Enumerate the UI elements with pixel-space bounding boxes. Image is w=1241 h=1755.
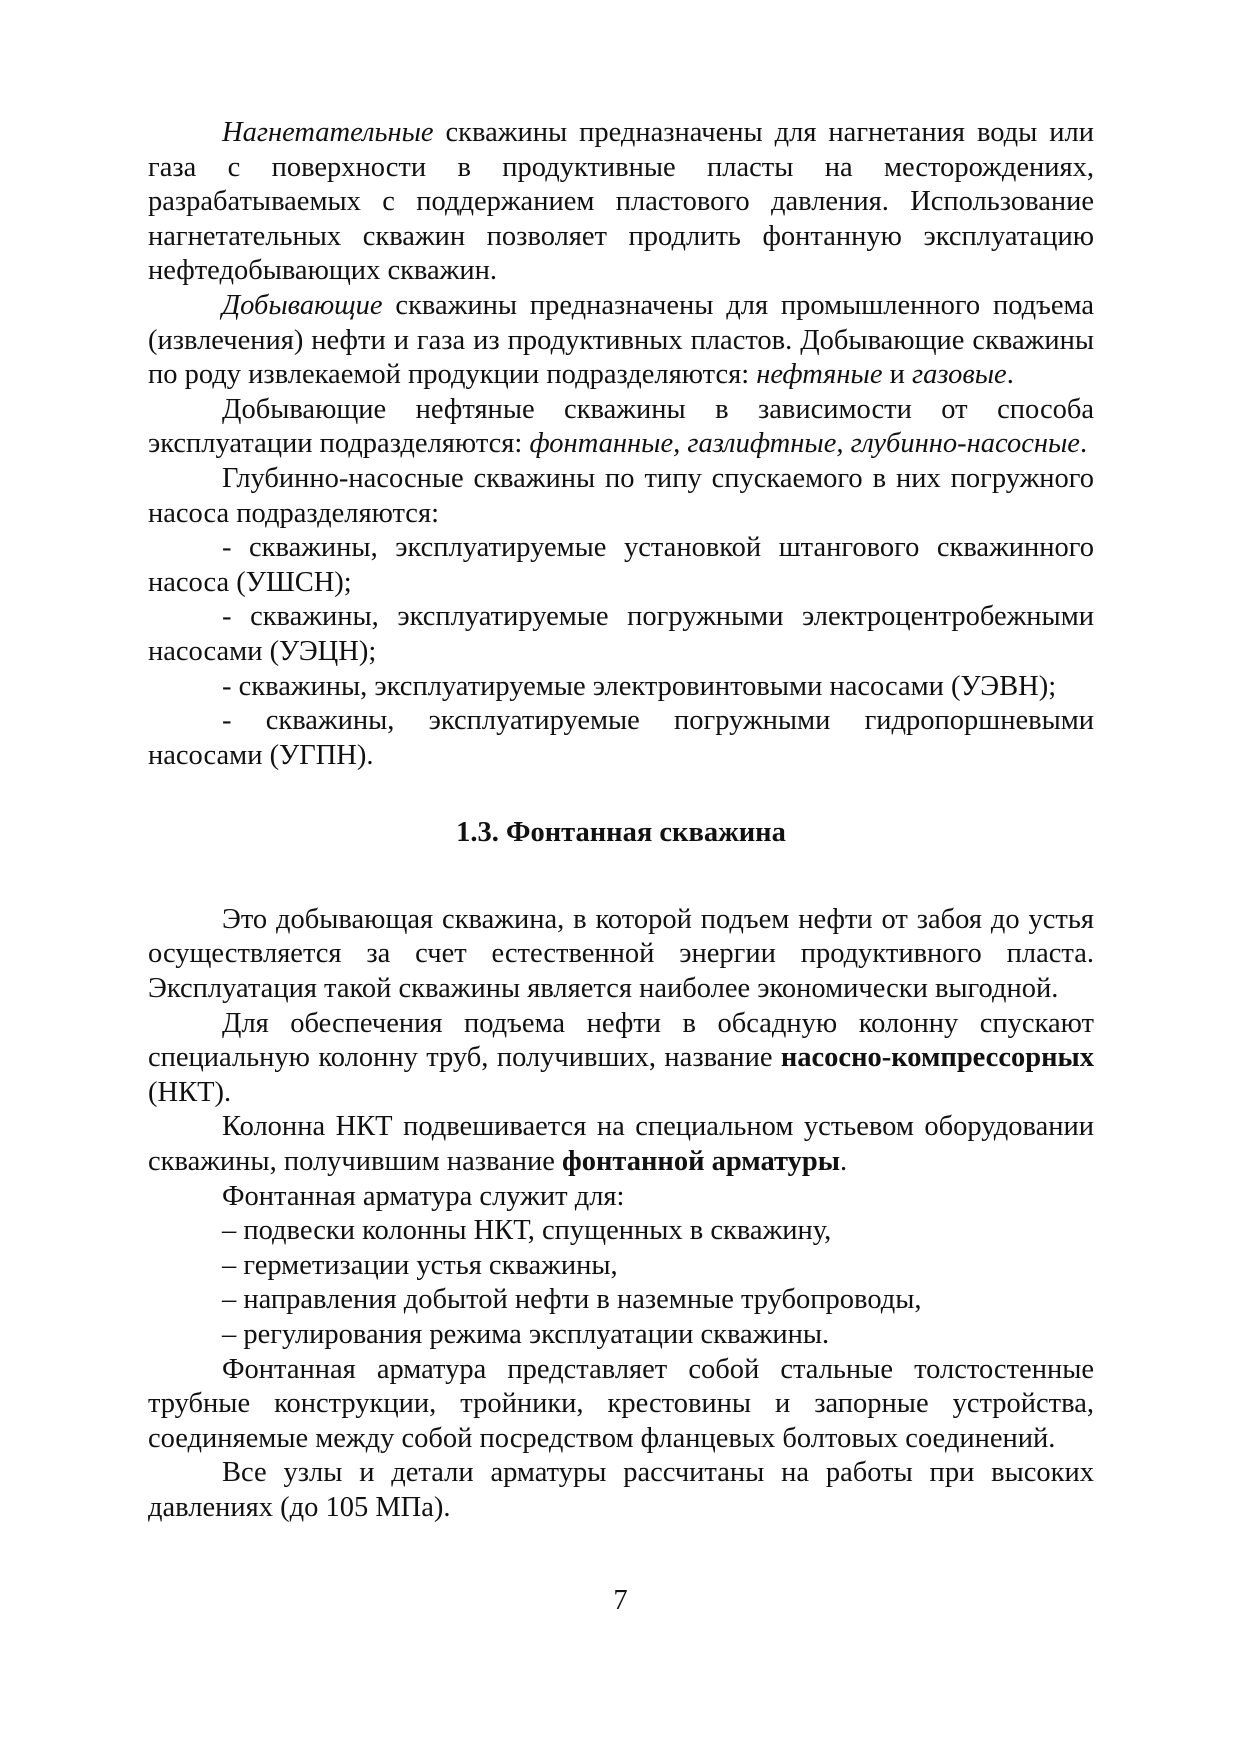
- paragraph-injection-wells: Нагнетательные скважины предназначены для нагнетания воды или газа с поверхности в продуктивные пласты на месторождениях, разрабатываемых с поддержанием пластового давления. Использование нагнетательных скважин позволяет продлить фонтанную эксплуатацию нефтедобывающих скважин.: [148, 117, 1094, 287]
- paragraph-flowing-well-definition: Это добывающая скважина, в которой подъем нефти от забоя до устья осуществляется за счет естественной энергии продуктивного пласта. Эксплуатация такой скважины является наиболее экономически выгодной.: [148, 903, 1094, 1005]
- page-body: [148, 116, 1094, 1526]
- list-item-ugpn: - скважины, эксплуатируемые погружными гидропоршневыми насосами (УГПН).: [148, 705, 1094, 771]
- list-item-sealing: – герметизации устья скважины,: [222, 1249, 618, 1281]
- paragraph-tree-purpose: Фонтанная арматура служит для:: [222, 1180, 625, 1212]
- paragraph-oil-well-types: Добывающие нефтяные скважины в зависимости от способа эксплуатации подразделяются: фонтанные, газлифтные, глубинно-насосные.: [148, 393, 1094, 460]
- list-item-regulation: – регулирования режима эксплуатации скважины.: [222, 1319, 830, 1350]
- paragraph-pressure-rating: Все узлы и детали арматуры рассчитаны на работы при высоких давлениях (до 105 МПа).: [148, 1457, 1094, 1523]
- list-item-ushsn: - скважины, эксплуатируемые установкой штангового скважинного насоса (УШСН);: [148, 532, 1094, 598]
- list-item-suspension: – подвески колонны НКТ, спущенных в скважину,: [222, 1215, 832, 1247]
- page-number: 7: [613, 1585, 628, 1616]
- section-heading: 1.3. Фонтанная скважина: [456, 817, 786, 849]
- paragraph-production-wells: Добывающие скважины предназначены для промышленного подъема (извлечения) нефти и газа из продуктивных пластов. Добывающие скважины по роду извлекаемой продукции подразделяются: нефтяные и газовые.: [148, 289, 1094, 391]
- paragraph-pump-wells: Глубинно-насосные скважины по типу спускаемого в них погружного насоса подразделяются:: [148, 462, 1094, 529]
- list-item-uecn: - скважины, эксплуатируемые погружными электроцентробежными насосами (УЭЦН);: [148, 601, 1094, 667]
- paragraph-christmas-tree: Колонна НКТ подвешивается на специальном устьевом оборудовании скважины, получившим название фонтанной арматуры.: [148, 1111, 1094, 1178]
- paragraph-tubing: Для обеспечения подъема нефти в обсадную колонну спускают специальную колонну труб, получивших, название насосно-компрессорных (НКТ).: [148, 1007, 1094, 1108]
- list-item-direction: – направления добытой нефти в наземные трубопроводы,: [222, 1284, 922, 1316]
- list-item-uevn: - скважины, эксплуатируемые электровинтовыми насосами (УЭВН);: [222, 670, 1057, 702]
- paragraph-tree-construction: Фонтанная арматура представляет собой стальные толстостенные трубные конструкции, тройники, крестовины и запорные устройства, соединяемые между собой посредством фланцевых болтовых соединений.: [148, 1353, 1094, 1454]
